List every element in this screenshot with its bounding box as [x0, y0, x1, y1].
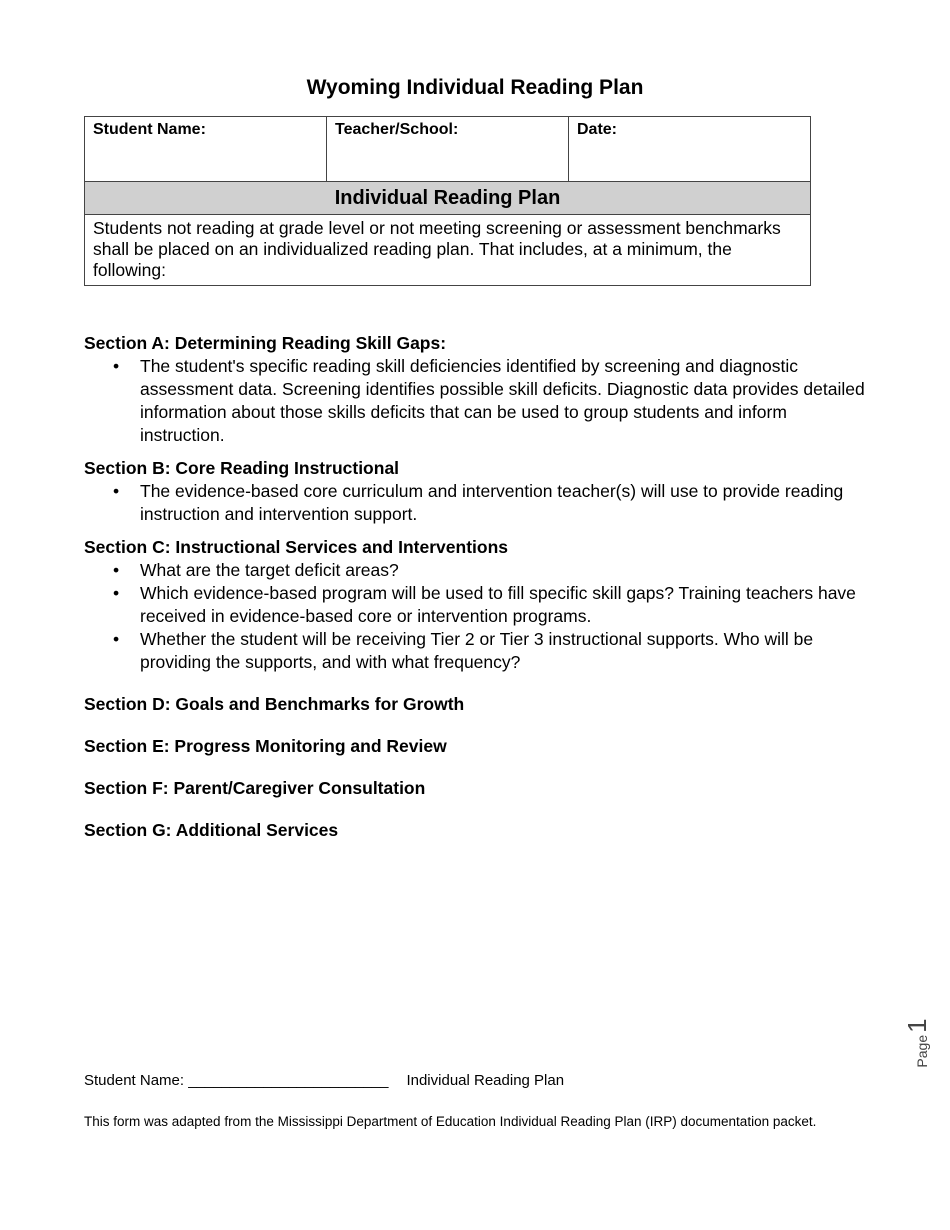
section-b-bullets	[84, 480, 874, 526]
bullet-item: • The student's specific reading skill deficiencies identified by screening and diagnostic assessment data. Screening identifies possible skill deficits. Diagnostic data provides detailed information about those skills deficits that can be used to group students and inform instruction.	[140, 355, 874, 447]
student-name-label: Student Name:	[93, 121, 206, 138]
date-label: Date:	[577, 121, 618, 138]
section-g	[84, 819, 874, 842]
header-table	[84, 116, 811, 286]
page-number: 1	[902, 1018, 932, 1033]
section-b-title: Section B: Core Reading Instructional	[84, 458, 400, 478]
sections-list	[84, 332, 874, 852]
footer-student-name[interactable]: Student Name: ________________________	[84, 1072, 389, 1089]
bullet-item: • What are the target deficit areas?	[140, 559, 874, 582]
date-cell[interactable]	[569, 117, 811, 182]
section-e-title: Section E: Progress Monitoring and Review	[84, 736, 447, 756]
page-word: Page	[914, 1034, 930, 1068]
section-c-bullets	[84, 559, 874, 674]
section-g-title: Section G: Additional Services	[84, 820, 339, 840]
section-d-title: Section D: Goals and Benchmarks for Growth	[84, 694, 465, 714]
section-f	[84, 777, 874, 800]
section-a-bullets	[84, 355, 874, 447]
student-name-cell[interactable]	[85, 117, 327, 182]
document-title: Wyoming Individual Reading Plan	[306, 76, 644, 99]
bullet-item: • Whether the student will be receiving Tier 2 or Tier 3 instructional supports. Who will be providing the supports, and with what frequency?	[140, 628, 874, 674]
section-e	[84, 735, 874, 758]
section-c	[84, 536, 874, 674]
page-number-marker	[880, 1018, 930, 1068]
section-f-title: Section F: Parent/Caregiver Consultation	[84, 778, 426, 798]
plan-banner: Individual Reading Plan	[85, 182, 811, 215]
section-d	[84, 693, 874, 716]
footer-note: This form was adapted from the Mississippi Department of Education Individual Reading Plan (IRP) documentation packet.	[84, 1114, 817, 1129]
teacher-school-label: Teacher/School:	[335, 121, 459, 138]
bullet-item: • Which evidence-based program will be used to fill specific skill gaps? Training teachers have received in evidence-based core or intervention programs.	[140, 582, 874, 628]
section-a-title: Section A: Determining Reading Skill Gaps:	[84, 333, 447, 353]
teacher-school-cell[interactable]	[327, 117, 569, 182]
intro-text: Students not reading at grade level or not meeting screening or assessment benchmarks shall be placed on an individualized reading plan. That includes, at a minimum, the following:	[85, 215, 811, 286]
section-c-title: Section C: Instructional Services and Interventions	[84, 537, 508, 557]
footer-plan-label: Individual Reading Plan	[406, 1072, 565, 1089]
section-b	[84, 457, 874, 526]
bullet-item: • The evidence-based core curriculum and intervention teacher(s) will use to provide reading instruction and intervention support.	[140, 480, 874, 526]
section-a	[84, 332, 874, 447]
footer-line	[84, 1072, 564, 1089]
